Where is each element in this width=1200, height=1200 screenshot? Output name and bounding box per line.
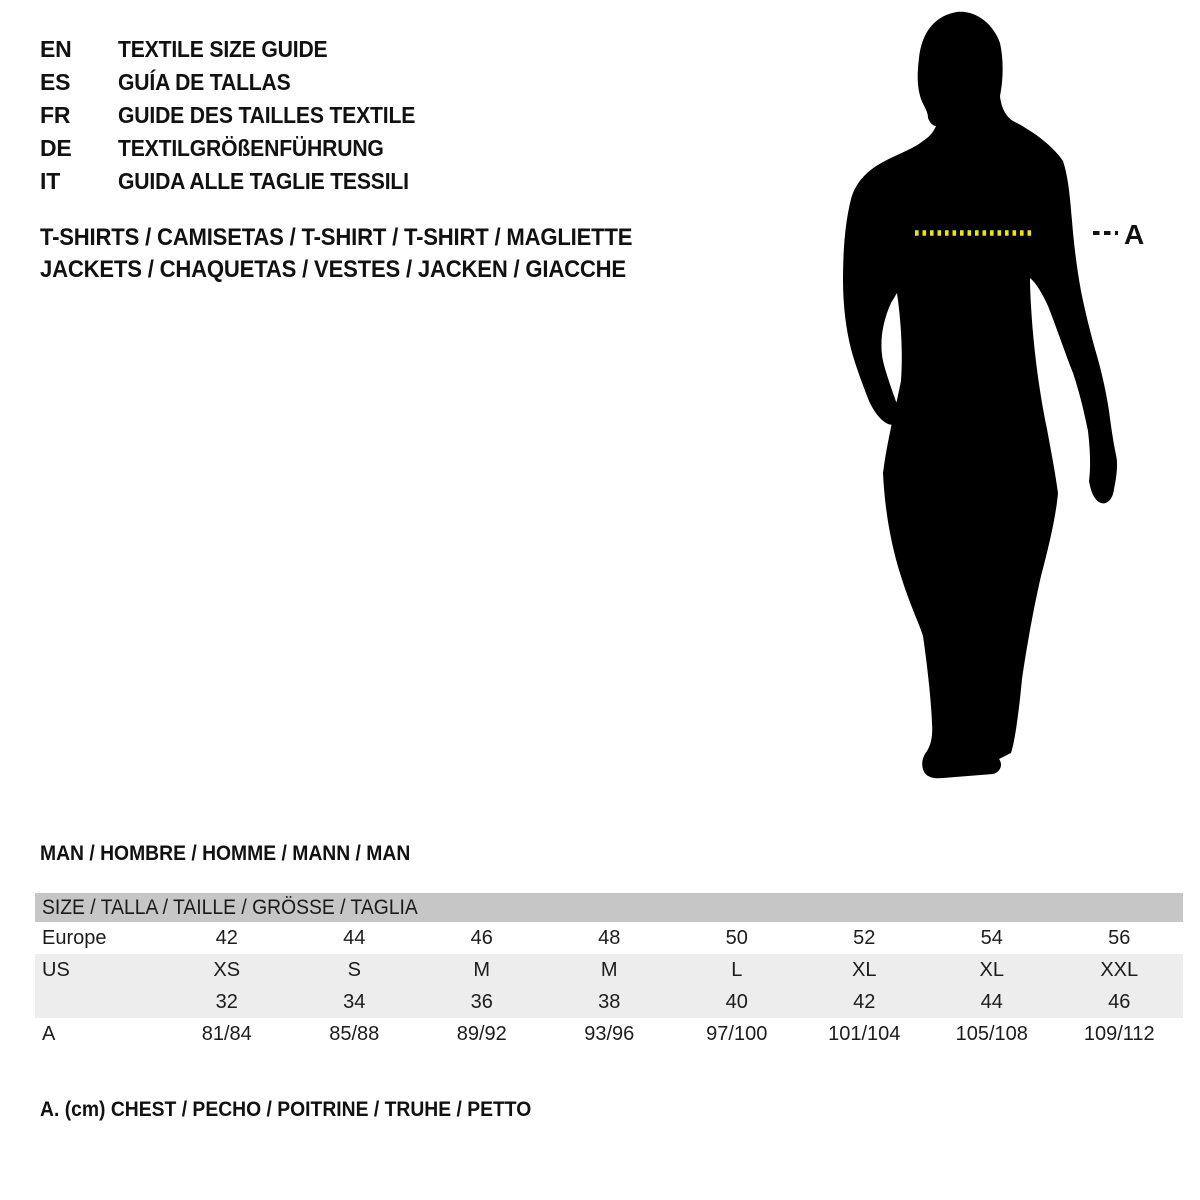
size-value-cell: M [473, 959, 491, 981]
size-value-cell: 42 [853, 991, 876, 1013]
size-value-cell: 85/88 [329, 1023, 380, 1045]
size-table-header [35, 893, 1183, 922]
size-value-cell: 34 [343, 991, 366, 1013]
language-code: EN [40, 36, 72, 62]
section-title-man [40, 841, 442, 867]
man-silhouette-svg [821, 10, 1181, 788]
size-value-cell: 56 [1108, 927, 1131, 949]
language-code: IT [40, 168, 61, 194]
language-row [40, 99, 441, 132]
measurement-legend [40, 1096, 574, 1124]
language-row [40, 33, 441, 66]
size-table [35, 893, 1183, 1050]
guide-title: TEXTILE SIZE GUIDE [118, 36, 328, 62]
size-value-cell: 109/112 [1083, 1023, 1155, 1045]
size-value-cell: 40 [725, 991, 748, 1013]
table-row [35, 922, 1183, 954]
row-label: US [42, 959, 70, 981]
size-value-cell: 105/108 [955, 1023, 1028, 1045]
guide-title: GUIDE DES TAILLES TEXTILE [118, 102, 416, 128]
section-title-text: MAN / HOMBRE / HOMME / MANN / MAN [40, 842, 411, 865]
size-value-cell: XL [852, 959, 877, 981]
size-value-cell: S [347, 959, 361, 981]
size-value-cell: 48 [598, 927, 621, 949]
size-value-cell: 97/100 [706, 1023, 768, 1045]
table-row [35, 1018, 1183, 1050]
size-value-cell: 44 [343, 927, 366, 949]
size-value-cell: 81/84 [201, 1023, 252, 1045]
language-code: FR [40, 102, 71, 128]
size-value-cell: 54 [980, 927, 1003, 949]
size-value-cell: 93/96 [584, 1023, 635, 1045]
size-value-cell: 52 [853, 927, 876, 949]
category-line-jackets [40, 254, 684, 286]
size-value-cell: 46 [1108, 991, 1131, 1013]
guide-title: GUÍA DE TALLAS [118, 69, 291, 95]
size-value-cell: 44 [980, 991, 1003, 1013]
size-value-cell: M [600, 959, 618, 981]
size-value-cell: L [731, 959, 743, 981]
language-code: ES [40, 69, 71, 95]
size-value-cell: 32 [215, 991, 238, 1013]
size-value-cell: 50 [725, 927, 748, 949]
language-title-list [40, 33, 441, 198]
size-value-cell: 38 [598, 991, 621, 1013]
man-silhouette-figure [821, 10, 1181, 788]
size-table-header-text: SIZE / TALLA / TAILLE / GRÖSSE / TAGLIA [42, 896, 418, 919]
language-code: DE [40, 135, 72, 161]
table-row [35, 954, 1183, 986]
size-value-cell: XXL [1100, 959, 1139, 981]
category-list [40, 222, 684, 286]
language-row [40, 132, 441, 165]
size-value-cell: XL [979, 959, 1004, 981]
row-label: A [42, 1023, 56, 1045]
size-value-cell: 46 [470, 927, 493, 949]
measurement-legend-text: A. (cm) CHEST / PECHO / POITRINE / TRUHE / PETTO [40, 1098, 532, 1121]
size-value-cell: 36 [470, 991, 493, 1013]
size-value-cell: XS [213, 959, 241, 981]
category-text: JACKETS / CHAQUETAS / VESTES / JACKEN / GIACCHE [40, 256, 626, 283]
category-text: T-SHIRTS / CAMISETAS / T-SHIRT / T-SHIRT / MAGLIETTE [40, 224, 633, 251]
row-label: Europe [42, 927, 107, 949]
size-value-cell: 42 [215, 927, 238, 949]
table-row [35, 986, 1183, 1018]
measure-label-a: A [1124, 219, 1145, 250]
language-row [40, 66, 441, 99]
guide-title: GUIDA ALLE TAGLIE TESSILI [118, 168, 409, 194]
size-value-cell: 89/92 [456, 1023, 507, 1045]
size-value-cell: 101/104 [828, 1023, 901, 1045]
man-silhouette [843, 12, 1117, 778]
category-line-tshirts [40, 222, 684, 254]
row-label [35, 986, 163, 1018]
size-table-body [35, 922, 1183, 1050]
guide-title: TEXTILGRÖßENFÜHRUNG [118, 135, 384, 161]
language-row [40, 165, 441, 198]
man-silhouette-path [843, 12, 1117, 778]
